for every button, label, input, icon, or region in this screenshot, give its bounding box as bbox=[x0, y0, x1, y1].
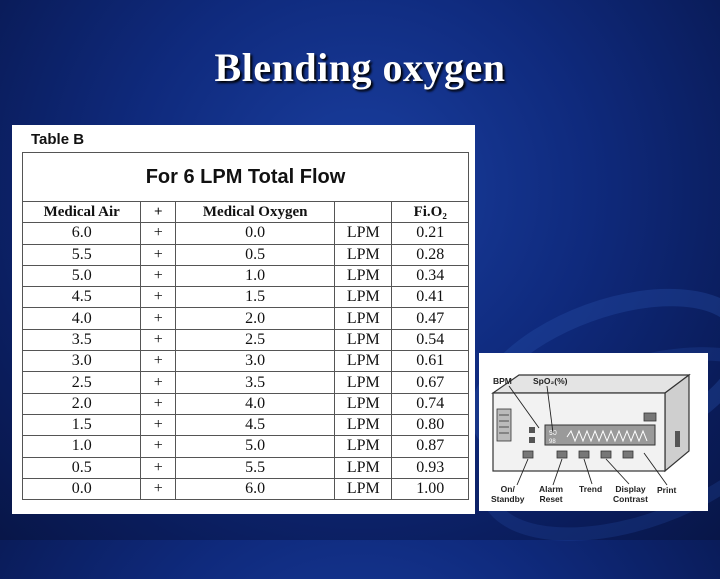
cell-medical-air: 6.0 bbox=[23, 223, 141, 244]
table-row bbox=[23, 478, 469, 499]
cell-fio2: 0.87 bbox=[392, 436, 469, 457]
table-row bbox=[23, 351, 469, 372]
header-unit bbox=[335, 202, 392, 223]
cell-unit: LPM bbox=[335, 329, 392, 350]
cell-medical-oxygen: 4.5 bbox=[176, 414, 335, 435]
cell-fio2: 0.80 bbox=[392, 414, 469, 435]
table-row bbox=[23, 223, 469, 244]
display-button bbox=[601, 451, 611, 458]
cell-medical-air: 0.0 bbox=[23, 478, 141, 499]
cell-medical-oxygen: 2.0 bbox=[176, 308, 335, 329]
cell-medical-oxygen: 5.5 bbox=[176, 457, 335, 478]
cell-plus: + bbox=[141, 436, 176, 457]
cell-plus: + bbox=[141, 308, 176, 329]
alarm-reset-label: Alarm Reset bbox=[539, 484, 564, 504]
cell-unit: LPM bbox=[335, 478, 392, 499]
slide-title: Blending oxygen bbox=[214, 45, 506, 90]
print-label: Print bbox=[657, 485, 677, 495]
trend-label: Trend bbox=[579, 484, 603, 494]
bpm-readout: 90 bbox=[549, 430, 557, 437]
contrast-button bbox=[623, 451, 633, 458]
cell-medical-oxygen: 6.0 bbox=[176, 478, 335, 499]
table-caption: Table B bbox=[31, 131, 85, 148]
on-standby-label: On/ Standby bbox=[491, 484, 525, 504]
spo2-label: SpO₂(%) bbox=[533, 376, 568, 386]
cell-medical-air: 3.0 bbox=[23, 351, 141, 372]
table-row bbox=[23, 329, 469, 350]
cell-medical-oxygen: 0.5 bbox=[176, 244, 335, 265]
cell-medical-oxygen: 2.5 bbox=[176, 329, 335, 350]
bpm-label: BPM bbox=[493, 376, 512, 386]
table-row bbox=[23, 308, 469, 329]
cell-unit: LPM bbox=[335, 308, 392, 329]
table-row bbox=[23, 393, 469, 414]
table-title: For 6 LPM Total Flow bbox=[23, 153, 469, 202]
header-medical-air: Medical Air bbox=[23, 202, 141, 223]
table-row bbox=[23, 457, 469, 478]
on-standby-button bbox=[523, 451, 533, 458]
alarm-reset-button bbox=[557, 451, 567, 458]
cell-fio2: 0.61 bbox=[392, 351, 469, 372]
cell-medical-air: 1.5 bbox=[23, 414, 141, 435]
cell-medical-oxygen: 5.0 bbox=[176, 436, 335, 457]
cell-fio2: 1.00 bbox=[392, 478, 469, 499]
cell-plus: + bbox=[141, 265, 176, 286]
table-row bbox=[23, 287, 469, 308]
cell-fio2: 0.21 bbox=[392, 223, 469, 244]
header-fio2: Fi.O₂ bbox=[392, 202, 469, 223]
cell-medical-air: 4.0 bbox=[23, 308, 141, 329]
cell-unit: LPM bbox=[335, 287, 392, 308]
cell-fio2: 0.67 bbox=[392, 372, 469, 393]
cell-unit: LPM bbox=[335, 436, 392, 457]
cell-medical-air: 5.5 bbox=[23, 244, 141, 265]
cell-plus: + bbox=[141, 457, 176, 478]
cell-fio2: 0.93 bbox=[392, 457, 469, 478]
flow-table-image bbox=[12, 125, 475, 514]
cell-plus: + bbox=[141, 351, 176, 372]
table-row bbox=[23, 372, 469, 393]
header-medical-oxygen: Medical Oxygen bbox=[176, 202, 335, 223]
oxygen-blend-table bbox=[22, 152, 469, 500]
cell-unit: LPM bbox=[335, 244, 392, 265]
pulse-oximeter-image bbox=[479, 353, 708, 511]
cell-medical-air: 1.0 bbox=[23, 436, 141, 457]
cell-medical-air: 0.5 bbox=[23, 457, 141, 478]
cell-medical-air: 3.5 bbox=[23, 329, 141, 350]
cell-plus: + bbox=[141, 244, 176, 265]
cell-fio2: 0.41 bbox=[392, 287, 469, 308]
cell-medical-oxygen: 1.0 bbox=[176, 265, 335, 286]
cell-plus: + bbox=[141, 414, 176, 435]
table-row bbox=[23, 265, 469, 286]
cell-plus: + bbox=[141, 478, 176, 499]
display-contrast-label: Display Contrast bbox=[613, 484, 648, 504]
trend-button bbox=[579, 451, 589, 458]
cell-plus: + bbox=[141, 329, 176, 350]
cell-fio2: 0.74 bbox=[392, 393, 469, 414]
cell-medical-oxygen: 0.0 bbox=[176, 223, 335, 244]
table-row bbox=[23, 436, 469, 457]
cell-plus: + bbox=[141, 287, 176, 308]
cell-medical-air: 2.0 bbox=[23, 393, 141, 414]
cell-plus: + bbox=[141, 223, 176, 244]
cell-unit: LPM bbox=[335, 223, 392, 244]
cell-medical-air: 5.0 bbox=[23, 265, 141, 286]
cell-unit: LPM bbox=[335, 265, 392, 286]
cell-plus: + bbox=[141, 372, 176, 393]
cell-plus: + bbox=[141, 393, 176, 414]
table-row bbox=[23, 244, 469, 265]
cell-fio2: 0.34 bbox=[392, 265, 469, 286]
cell-unit: LPM bbox=[335, 393, 392, 414]
cell-medical-oxygen: 4.0 bbox=[176, 393, 335, 414]
cell-unit: LPM bbox=[335, 351, 392, 372]
cell-medical-oxygen: 1.5 bbox=[176, 287, 335, 308]
spo2-readout: 98 bbox=[549, 439, 556, 445]
cell-fio2: 0.28 bbox=[392, 244, 469, 265]
cell-unit: LPM bbox=[335, 457, 392, 478]
cell-medical-air: 2.5 bbox=[23, 372, 141, 393]
cell-fio2: 0.47 bbox=[392, 308, 469, 329]
cell-unit: LPM bbox=[335, 372, 392, 393]
cell-unit: LPM bbox=[335, 414, 392, 435]
cell-medical-oxygen: 3.0 bbox=[176, 351, 335, 372]
cell-medical-oxygen: 3.5 bbox=[176, 372, 335, 393]
header-plus: + bbox=[141, 202, 176, 223]
cell-medical-air: 4.5 bbox=[23, 287, 141, 308]
cell-fio2: 0.54 bbox=[392, 329, 469, 350]
table-row bbox=[23, 414, 469, 435]
